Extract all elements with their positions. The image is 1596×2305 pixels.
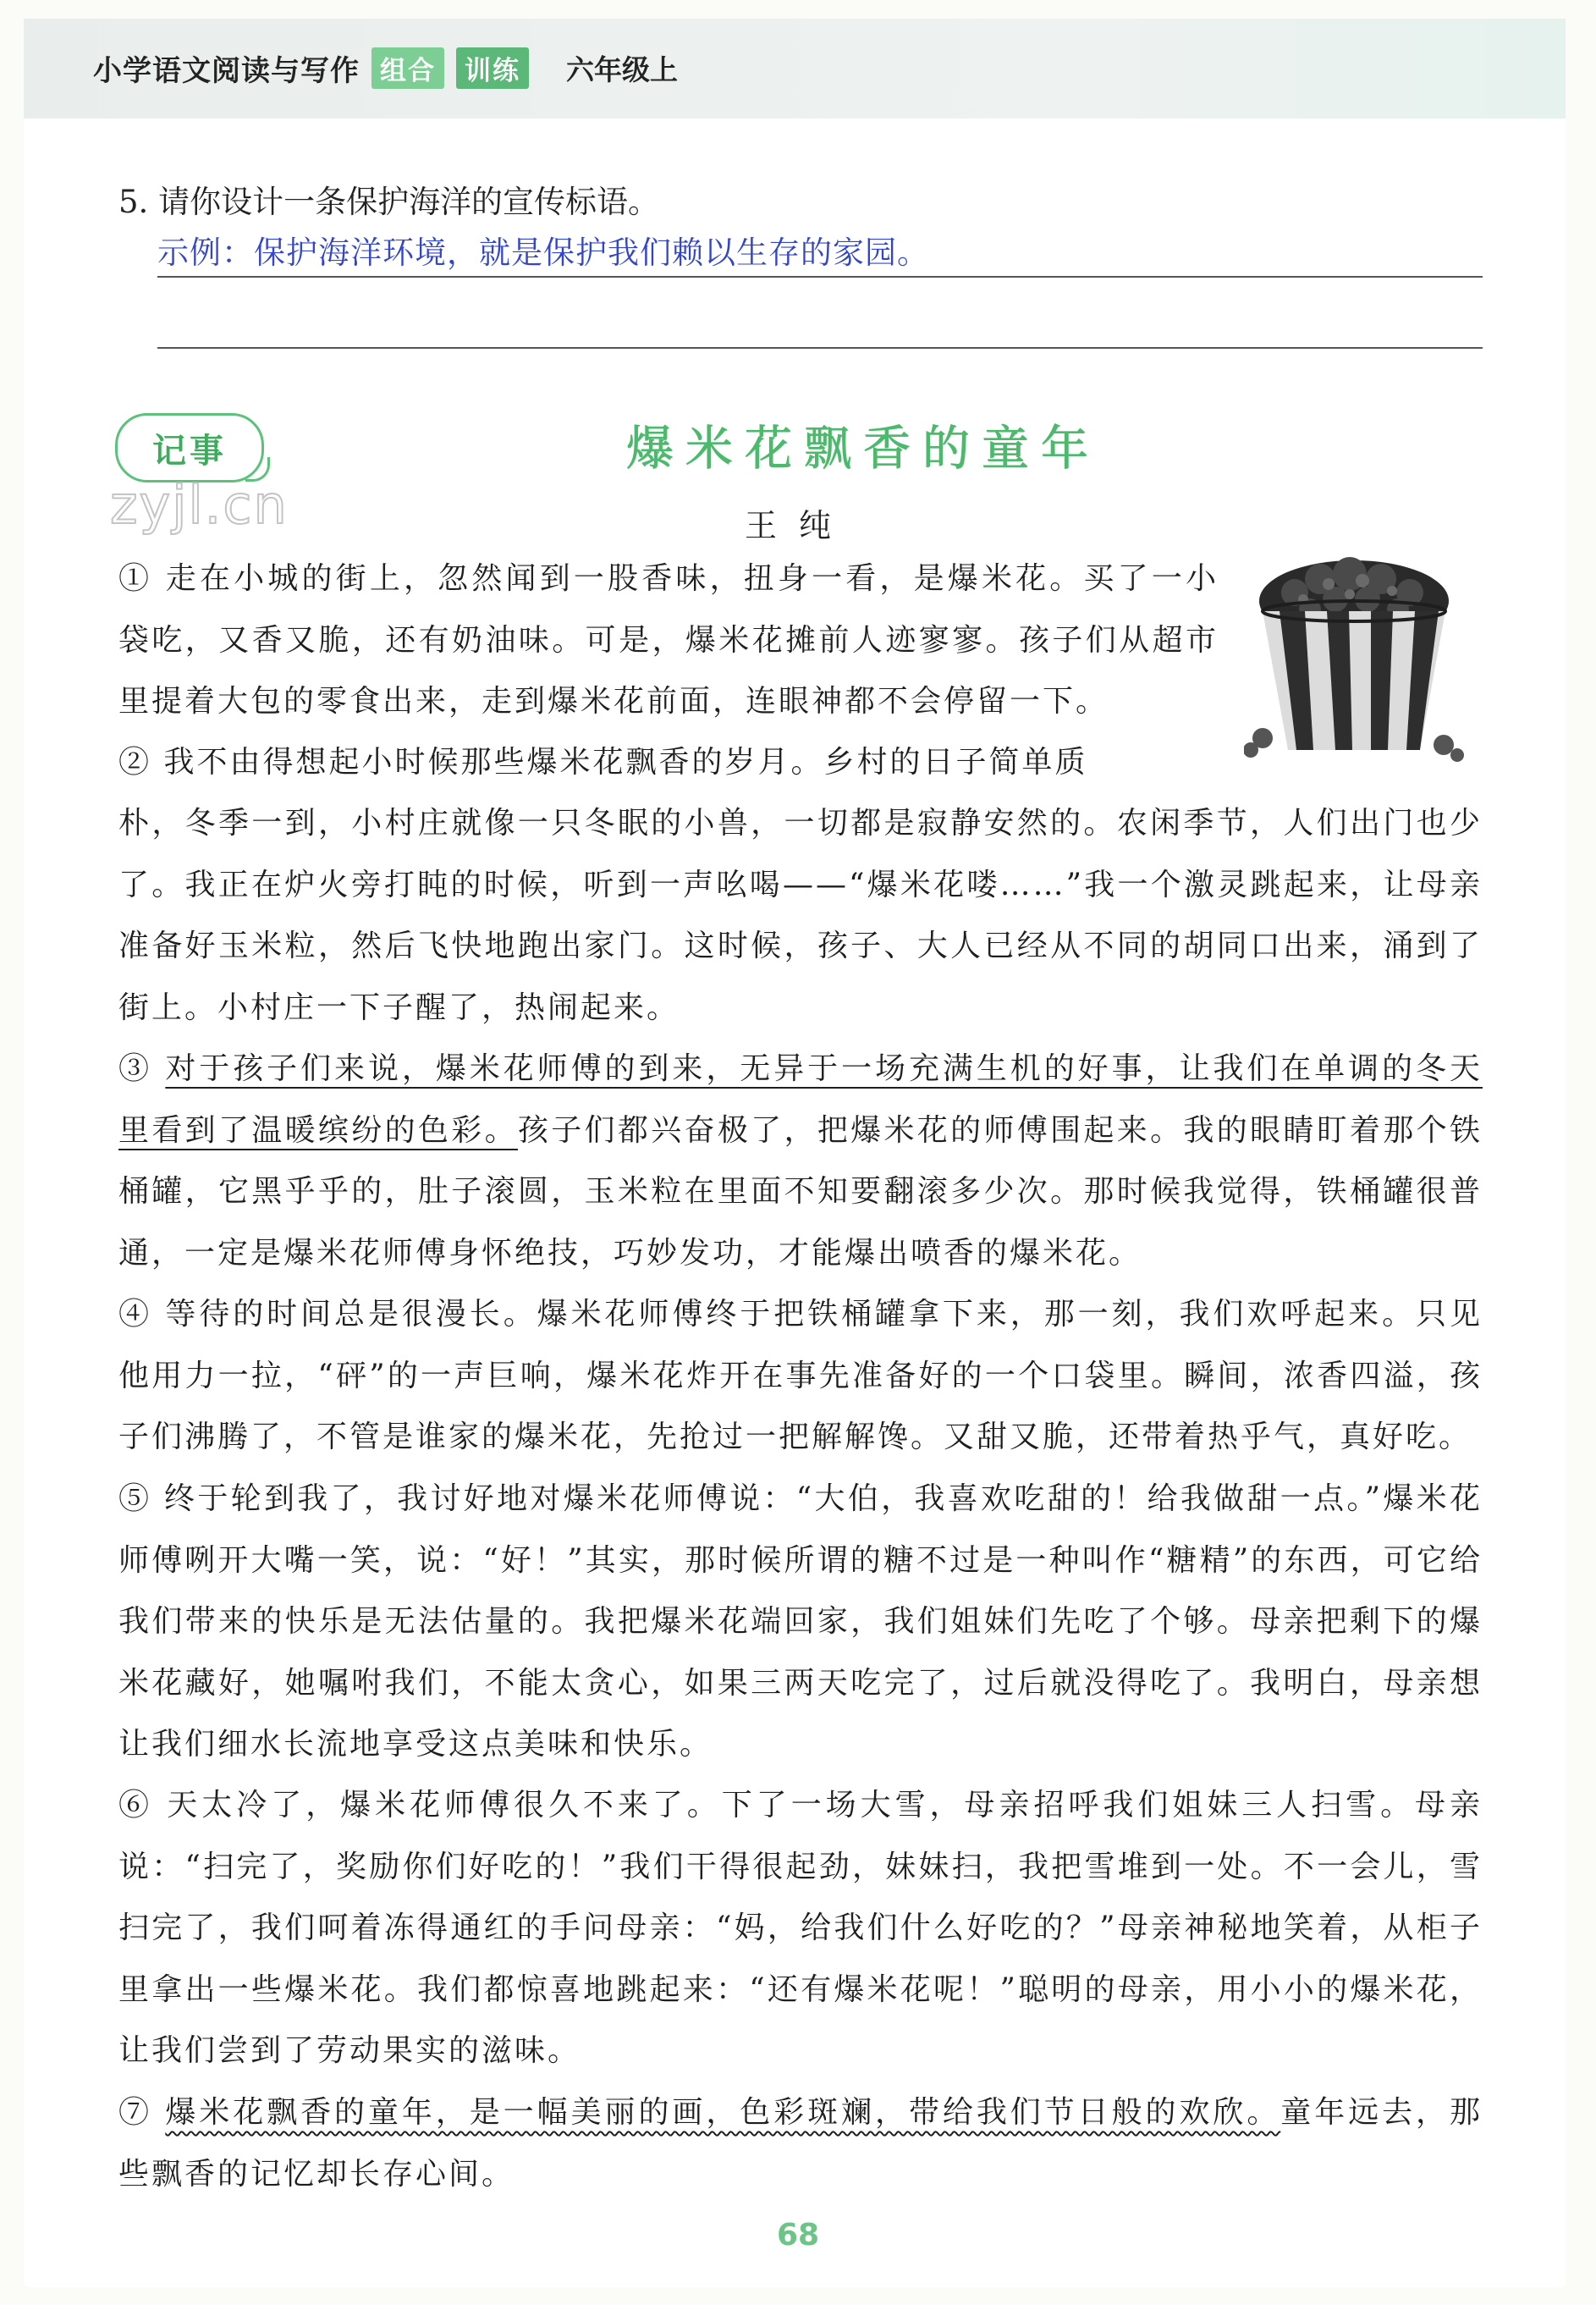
- paragraph-3: [118, 1039, 1483, 1284]
- article-title: 爆米花飘香的童年: [626, 422, 1100, 477]
- paragraph-7-wavy: 爆米花飘香的童年，是一幅美丽的画，色彩斑斓，带给我们节日般的欢欣。: [165, 2095, 1281, 2130]
- grade-label: 六年级上: [566, 52, 678, 86]
- paragraph-4: ④ 等待的时间总是很漫长。爆米花师傅终于把铁桶罐拿下来，那一刻，我们欢呼起来。只见他用力一拉，“砰”的一声巨响，爆米花炸开在事先准备好的一个口袋里。瞬间，浓香四溢，孩子们沸腾了，不管是谁家的爆米花，先抢过一把解解馋。又甜又脆，还带着热乎气，真好吃。: [118, 1297, 1483, 1454]
- paragraph-1: ① 走在小城的街上，忽然闻到一股香味，扭身一看，是爆米花。买了一小袋吃，又香又脆，还有奶油味。可是，爆米花摊前人迹寥寥。孩子们从超市里提着大包的零食出来，走到爆米花前面，连眼神都不会停留一下。: [118, 561, 1219, 719]
- paragraph-3-rest: 孩子们都兴奋极了，把爆米花的师傅围起来。我的眼睛盯着那个铁桶罐，它黑乎乎的，肚子滚圆，玉米粒在里面不知要翻滚多少次。那时候我觉得，铁桶罐很普通，一定是爆米花师傅身怀绝技，巧妙发功，才能爆出喷香的爆米花。: [118, 1112, 1483, 1271]
- paragraph-2: 朴，冬季一到，小村庄就像一只冬眠的小兽，一切都是寂静安然的。农闲季节，人们出门也少了。我正在炉火旁打盹的时候，听到一声吆喝——“爆米花喽……”我一个激灵跳起来，让母亲准备好玉米粒，然后飞快地跑出家门。这时候，孩子、大人已经从不同的胡同口出来，涌到了街上。小村庄一下子醒了，热闹起来。: [118, 806, 1483, 1025]
- series-tag-2: 训练: [456, 47, 529, 89]
- paragraph-7: [118, 2082, 1483, 2205]
- section-badge: 记事: [115, 413, 264, 483]
- question-5-prompt: 5. 请你设计一条保护海洋的宣传标语。: [118, 184, 660, 220]
- paragraph-7-number: ⑦: [118, 2095, 166, 2130]
- page-number: 68: [776, 2218, 820, 2253]
- paragraph-3-number: ③: [118, 1051, 166, 1086]
- paragraph-2-line-1: ② 我不由得想起小时候那些爆米花飘香的岁月。乡村的日子简单质: [118, 745, 1088, 780]
- series-tag-1: 组合: [371, 47, 444, 89]
- paragraph-3-underlined: 对于孩子们来说，爆米花师傅的到来，无异于一场充满生机的好事，让我们在单调的冬天里看到了温暖缤纷的色彩。: [118, 1051, 1483, 1148]
- paragraph-5: ⑤ 终于轮到我了，我讨好地对爆米花师傅说：“大伯，我喜欢吃甜的！给我做甜一点。”爆米花师傅咧开大嘴一笑，说：“好！”其实，那时候所谓的糖不过是一种叫作“糖精”的东西，可它给我们带来的快乐是无法估量的。我把爆米花端回家，我们姐妹们先吃了个够。母亲把剩下的爆米花藏好，她嘱咐我们，不能太贪心，如果三两天吃完了，过后就没得吃了。我明白，母亲想让我们细水长流地享受这点美味和快乐。: [118, 1481, 1483, 1762]
- answer-line-2: [157, 347, 1483, 349]
- popcorn-bucket-illustration: [1244, 550, 1464, 762]
- article-author: 王纯: [745, 507, 854, 544]
- question-5-answer: 示例：保护海洋环境，就是保护我们赖以生存的家园。: [157, 234, 929, 271]
- series-title: 小学语文阅读与写作: [93, 53, 360, 88]
- header-row: [93, 42, 678, 93]
- paragraph-7-rest: 童年远去，那些飘香的记忆却长存心间。: [118, 2095, 1483, 2192]
- watermark: zyjl.cn: [110, 474, 289, 536]
- answer-line-1: [157, 276, 1483, 278]
- paragraph-6: ⑥ 天太冷了，爆米花师傅很久不来了。下了一场大雪，母亲招呼我们姐妹三人扫雪。母亲说：“扫完了，奖励你们好吃的！”我们干得很起劲，妹妹扫，我把雪堆到一处。不一会儿，雪扫完了，我们呵着冻得通红的手问母亲：“妈，给我们什么好吃的？”母亲神秘地笑着，从柜子里拿出一些爆米花。我们都惊喜地跳起来：“还有爆米花呢！”聪明的母亲，用小小的爆米花，让我们尝到了劳动果实的滋味。: [118, 1788, 1483, 2068]
